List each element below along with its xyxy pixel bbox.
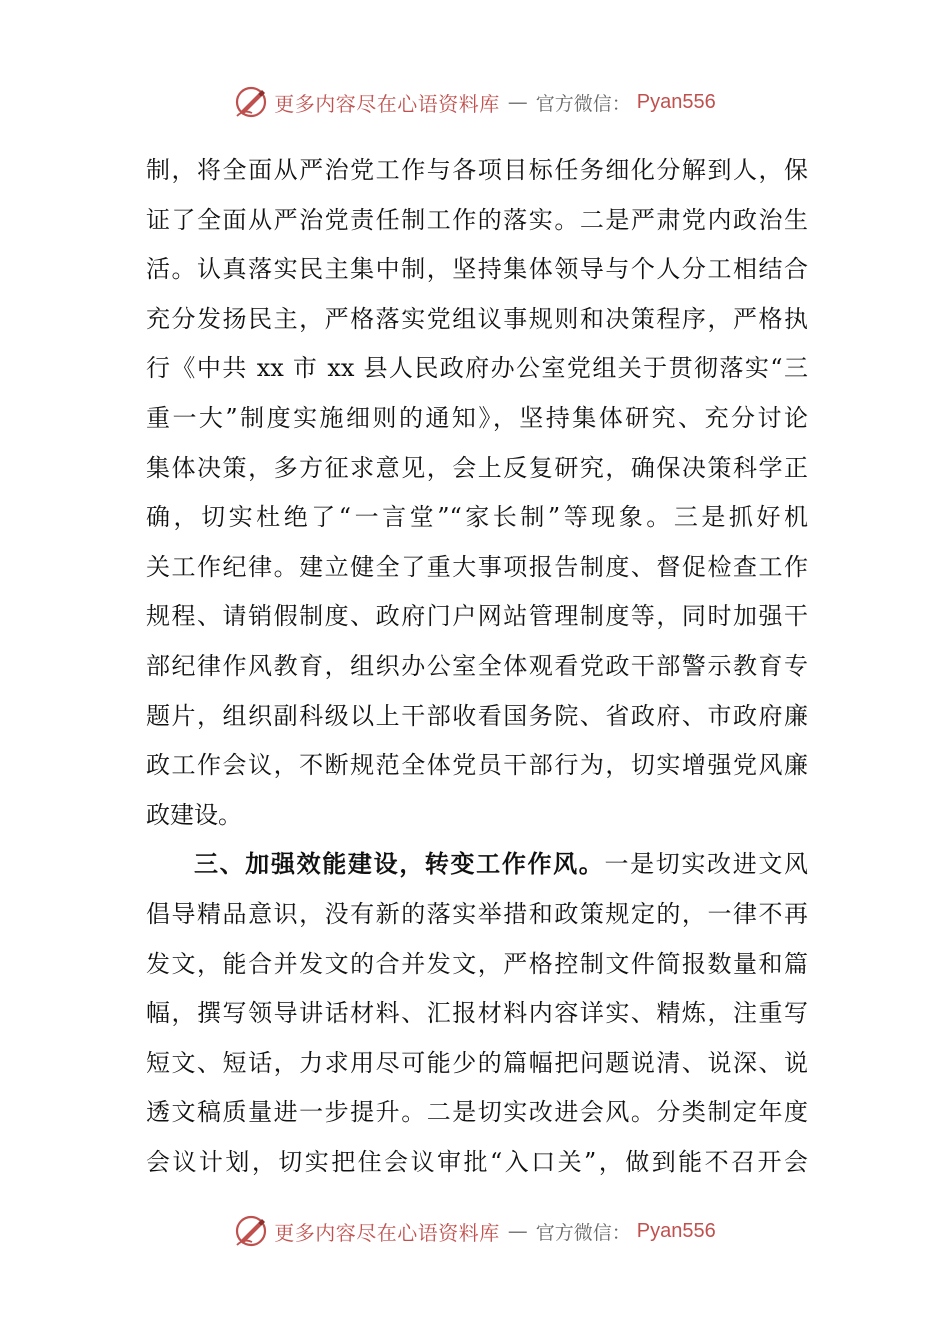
body-line: 短文、短话，力求用尽可能少的篇幅把问题说清、说深、说 — [146, 1048, 808, 1077]
body-line: 倡导精品意识，没有新的落实举措和政策规定的，一律不再 — [146, 899, 808, 928]
body-line: 证了全面从严治党责任制工作的落实。二是严肃党内政治生 — [146, 205, 808, 234]
body-line: 会议计划，切实把住会议审批“入口关”，做到能不召开会 — [146, 1147, 808, 1176]
body-line: 部纪律作风教育，组织办公室全体观看党政干部警示教育专 — [146, 651, 808, 680]
body-line: 题片，组织副科级以上干部收看国务院、省政府、市政府廉 — [146, 701, 808, 730]
body-line: 政工作会议，不断规范全体党员干部行为，切实增强党风廉 — [146, 751, 808, 780]
body-line: 行《中共 xx 市 xx 县人民政府办公室党组关于贯彻落实“三 — [146, 354, 808, 383]
pen-circle-logo-icon — [234, 85, 268, 119]
body-line: 确，切实杜绝了“一言堂”“家长制”等现象。三是抓好机 — [146, 503, 808, 532]
watermark-dash: — — [507, 90, 528, 114]
section-three-heading: 三、加强效能建设，转变工作作风。 — [194, 850, 605, 879]
body-line: 政建设。 — [146, 800, 242, 829]
body-line: 充分发扬民主，严格落实党组议事规则和决策程序，严格执 — [146, 304, 808, 333]
watermark-official-label: 官方微信： — [535, 92, 631, 115]
footer-watermark — [0, 1211, 950, 1251]
watermark-dash: — — [507, 1219, 528, 1243]
body-line: 关工作纪律。建立健全了重大事项报告制度、督促检查工作 — [146, 552, 808, 581]
section-three-first-line — [146, 840, 808, 890]
body-line: 规程、请销假制度、政府门户网站管理制度等，同时加强干 — [146, 602, 808, 631]
pen-circle-logo-icon — [234, 1214, 268, 1248]
watermark-wechat-id: Pyan556 — [636, 90, 716, 113]
watermark-brand: 更多内容尽在心语资料库 — [274, 1220, 500, 1245]
section-three-first-line-text: 一是切实改进文风 — [604, 850, 808, 879]
body-line: 制，将全面从严治党工作与各项目标任务细化分解到人，保 — [146, 156, 808, 184]
watermark-official-label: 官方微信： — [535, 1221, 631, 1244]
body-line: 透文稿质量进一步提升。二是切实改进会风。分类制定年度 — [146, 1098, 808, 1127]
body-line: 幅，撰写领导讲话材料、汇报材料内容详实、精炼，注重写 — [146, 999, 808, 1028]
body-line: 集体决策，多方征求意见，会上反复研究，确保决策科学正 — [146, 453, 808, 482]
watermark-brand: 更多内容尽在心语资料库 — [274, 91, 500, 116]
body-line: 重一大”制度实施细则的通知》，坚持集体研究、充分讨论 — [146, 403, 808, 432]
watermark-wechat-id: Pyan556 — [636, 1219, 716, 1242]
document-body — [146, 146, 808, 1187]
body-line: 发文，能合并发文的合并发文，严格控制文件简报数量和篇 — [146, 949, 808, 978]
body-line: 活。认真落实民主集中制，坚持集体领导与个人分工相结合 — [146, 255, 808, 284]
header-watermark — [0, 82, 950, 122]
